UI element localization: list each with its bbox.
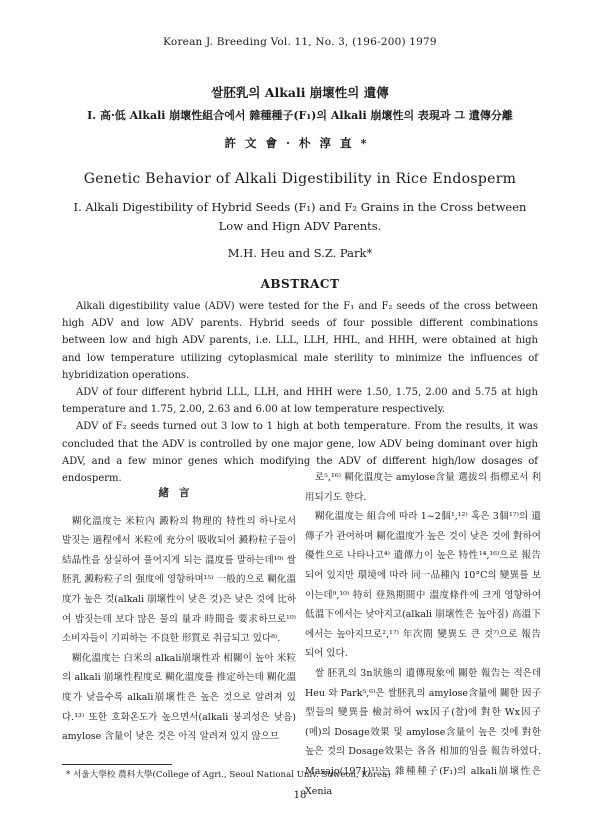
body-right-column — [305, 468, 541, 801]
abstract-heading: ABSTRACT — [260, 277, 340, 291]
body-paragraph: 糊化溫度는 組合에 따라 1~2個¹,¹²⁾ 혹은 3個¹⁷⁾의 遺傳子가 관여하며 糊化溫度가 높은 것이 낮은 것에 對하여 優性으로 나타나고⁴⁾ 遺傳力이 높은 特性¹⁴,¹⁶⁾으로 報告되어 있지만 環境에 따라 同一品種內 10°C의 變異를 보이는데⁹,¹⁰⁾ 特히 登熟期間中 溫度條件에 크게 영향하여 低溫下에서는 낮아지고(alkali 崩壞性은 높아짐) 高溫下에서는 높아지므로²,¹⁷⁾ 年次間 變異도 큰 것⁷⁾으로 報告되어 있다. — [305, 511, 541, 660]
abstract-body — [62, 298, 538, 487]
body-paragraph: 糊化溫度는 白米의 alkali崩壞性과 相關이 높아 米粒의 alkali 崩壞性程度로 糊化溫度를 推定하는데 糊化溫度가 낮을수록 alkali崩壞性은 높은 것으로 알려져 있다.¹³⁾ 또한 호화온도가 높으면서(alkali 붕괴성은 낮음) amylose 含量이 낮은 것은 아직 알려져 있지 않으므 — [62, 652, 296, 743]
korean-subtitle: I. 高·低 Alkali 崩壞性組合에서 雜種種子(F₁)의 Alkali 崩壞性의 表現과 그 遺傳分離 — [87, 109, 513, 122]
body-paragraph: 로⁵,¹⁶⁾ 糊化溫度는 amylose含量 選拔의 指標로서 利用되기도 한다. — [305, 472, 541, 503]
abstract-paragraph: Alkali digestibility value (ADV) were tested for the F₁ and F₂ seeds of the cross between high ADV and low ADV parents. Hybrid seeds of four possible different combinations between low and high ADV parents, i.e. LLL, LLH, HHL, and HHH, were obtained at high and low temperature utilizing cytoplasmical male sterility to minimize the influences of hybridization operations. — [62, 301, 538, 381]
body-paragraph: 쌀 胚乳의 3n狀態의 遺傳現象에 關한 報告는 적은데 Heu 와 Park⁵,⁶⁾은 쌀胚乳의 amylose含量에 關한 因子型들의 變異를 檢討하여 wx因子(찰)에 對한 Wx因子(메)의 Dosage效果 및 amylose含量이 높은 것에 對한 높은 것의 Dosage效果는 各各 相加的임을 報告하였다. Masajo(1971)¹¹⁾는 雜種種子(F₁)의 alkali崩壞性은 Xenia — [305, 667, 541, 797]
body-left-column — [62, 468, 296, 747]
english-authors: M.H. Heu and S.Z. Park* — [227, 246, 373, 260]
english-subtitle-line2: Low and Hign ADV Parents. — [218, 219, 382, 233]
footnote: * 서울大學校 農科大學(College of Agri., Seoul National Univ. Suweon, Korea) — [66, 770, 391, 780]
korean-authors: 許文會·朴淳直* — [224, 136, 376, 150]
english-subtitle-line1: I. Alkali Digestibility of Hybrid Seeds (F₁) and F₂ Grains in the Cross between — [73, 200, 527, 214]
journal-header: Korean J. Breeding Vol. 11, No. 3, (196-200) 1979 — [163, 36, 437, 48]
english-title: Genetic Behavior of Alkali Digestibility in Rice Endosperm — [83, 171, 517, 187]
abstract-paragraph: ADV of F₂ seeds turned out 3 low to 1 high at both temperature. From the results, it was concluded that the ADV is controlled by one major gene, low ADV being dominant over high ADV, and a few minor genes which modifying the ADV of different high/low dosages of endosperm. — [62, 421, 538, 485]
korean-title: 쌀胚乳의 Alkali 崩壞性의 遺傳 — [211, 85, 389, 100]
abstract-paragraph: ADV of four different hybrid LLL, LLH, and HHH were 1.50, 1.75, 2.00 and 5.75 at high temperature and 1.75, 2.00, 2.63 and 6.00 at low temperature respectively. — [62, 387, 538, 416]
footnote-rule — [62, 764, 172, 765]
section-heading-introduction: 緒言 — [158, 487, 200, 499]
body-paragraph: 糊化溫度는 米粒內 澱粉의 物理的 特性의 하나로서 발짓는 過程에서 米粒에 充分이 吸收되어 澱粉粒子들이 結晶性을 상실하여 풀어지게 되는 溫度를 말하는데¹⁰⁾ 쌀胚乳 澱粉粒子의 强度에 영향하며¹⁵⁾ 一般的으로 糊化溫度가 높은 것(alkali 崩壞性이 낮은 것)은 낮은 것에 比하여 밥짓는데 보다 많은 물의 量과 時間을 要求하므로¹⁰⁾ 소비자들이 기피하는 不良한 形質로 취급되고 있다⁸⁾. — [62, 515, 296, 645]
page-number: 18 — [293, 790, 307, 801]
